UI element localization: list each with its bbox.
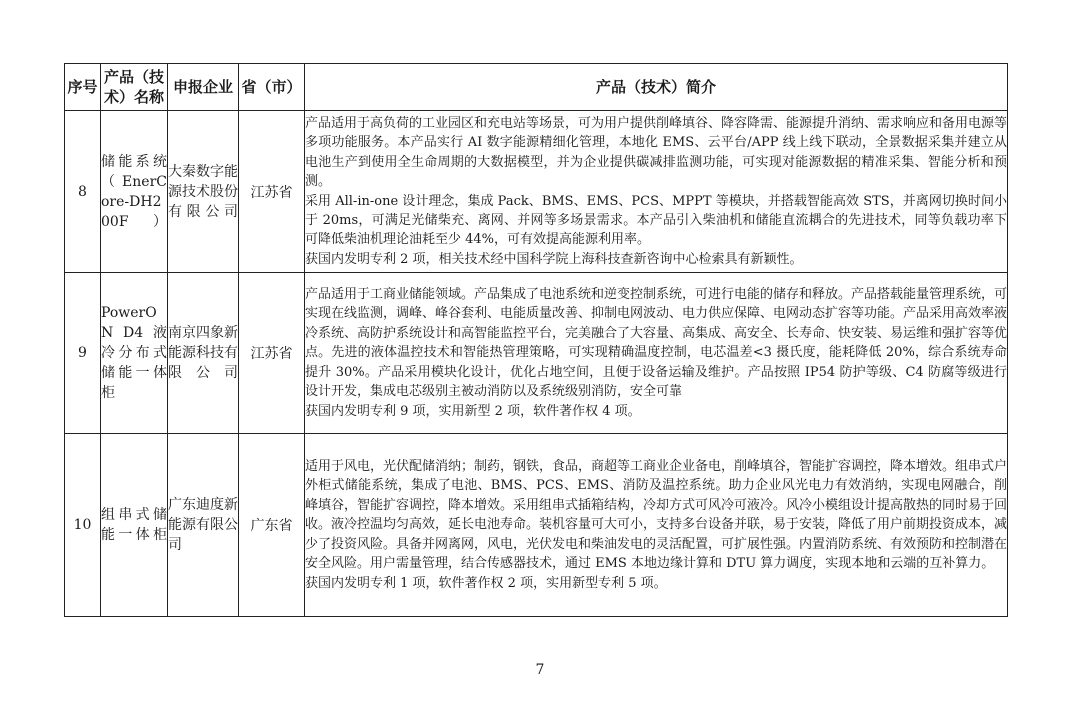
row-number: 8 (65, 111, 101, 273)
description-paragraph: 获国内发明专利 9 项，实用新型 2 项，软件著作权 4 项。 (305, 403, 641, 419)
table-row (65, 273, 1008, 434)
province: 江苏省 (239, 111, 305, 273)
company-name: 广东迪度新能源有限公司 (168, 434, 239, 617)
company-name: 大秦数字能源技术股份有限公司 (168, 111, 239, 273)
table-row (65, 434, 1008, 617)
table-header-row (65, 64, 1008, 111)
page-number: 7 (535, 662, 545, 678)
province: 广东省 (239, 434, 305, 617)
description-paragraph: 采用 All-in-one 设计理念，集成 Pack、BMS、EMS、PCS、MPPT 等模块，并搭载智能高效 STS，并离网切换时间小于 20ms，可满足光储柴充、离网、并网等多场景需求。本产品引入柴油机和储能直流耦合的先进技术，同等负载功率下可降低柴油机理论油耗至少 44%，可有效提高能源利用率。 (305, 193, 1007, 248)
product-description (305, 111, 1008, 273)
header-province: 省（市） (239, 64, 305, 111)
province: 江苏省 (239, 273, 305, 434)
description-paragraph: 产品适用于工商业储能领域。产品集成了电池系统和逆变控制系统，可进行电能的储存和释放。产品搭载能量管理系统，可实现在线监测，调峰、峰谷套利、电能质量改善、抑制电网波动、电力供应保障、电网动态扩容等功能。产品采用高效率液冷系统、高防护系统设计和高智能监控平台，完美融合了大容量、高集成、高安全、长寿命、快安装、易运维和强扩容等优点。先进的液体温控技术和智能热管理策略，可实现精确温度控制，电芯温差<3 摄氏度，能耗降低 20%，综合系统寿命提升 30%。产品采用模块化设计，优化占地空间，且便于设备运输及维护。产品按照 IP54 防护等级、C4 防腐等级进行设计开发，集成电芯级别主被动消防以及系统级别消防，安全可靠 (305, 287, 1008, 400)
description-paragraph: 获国内发明专利 1 项，软件著作权 2 项，实用新型专利 5 项。 (305, 575, 667, 591)
product-name: 组串式储能一体柜 (101, 434, 168, 617)
company-name: 南京四象新能源科技有限公司 (168, 273, 239, 434)
product-description (305, 434, 1008, 617)
product-description (305, 273, 1008, 434)
row-number: 9 (65, 273, 101, 434)
row-number: 10 (65, 434, 101, 617)
product-name: PowerON D4 液冷分布式储能一体柜 (101, 273, 168, 434)
header-description: 产品（技术）简介 (305, 64, 1008, 111)
description-paragraph: 产品适用于高负荷的工业园区和充电站等场景，可为用户提供削峰填谷、降容降需、能源提升消纳、需求响应和备用电源等多项功能服务。本产品实行 AI 数字能源精细化管理，本地化 EMS、云平台/APP 线上线下联动，全景数据采集并建立从电池生产到使用全生命周期的大数据模型，并为企业提供碳减排监测功能，可实现对能源数据的精准采集、智能分析和预测。 (305, 115, 1008, 190)
table-row (65, 111, 1008, 273)
header-no: 序号 (65, 64, 101, 111)
header-company: 申报企业 (168, 64, 239, 111)
product-table (64, 63, 1008, 617)
description-paragraph: 适用于风电，光伏配储消纳；制药，钢铁，食品，商超等工商业企业备电，削峰填谷，智能扩容调控，降本增效。组串式户外柜式储能系统，集成了电池、BMS、PCS、EMS、消防及温控系统。助力企业风光电力有效消纳，实现电网融合，削峰填谷，智能扩容调控，降本增效。采用组串式插箱结构，冷却方式可风冷可液冷。风冷小模组设计提高散热的同时易于回收。液冷控温均匀高效，延长电池寿命。装机容量可大可小，支持多台设备并联，易于安装，降低了用户前期投资成本，减少了投资风险。具备并网离网，风电，光伏发电和柴油发电的灵活配置，可扩展性强。内置消防系统、有效预防和控制潜在安全风险。用户需量管理，结合传感器技术，通过 EMS 本地边缘计算和 DTU 算力调度，实现本地和云端的互补算力。 (305, 459, 1008, 572)
product-name: 储能系统（EnerCore-DH200F） (101, 111, 168, 273)
header-product: 产品（技术）名称 (101, 64, 168, 111)
description-paragraph: 获国内发明专利 2 项，相关技术经中国科学院上海科技查新咨询中心检索具有新颖性。 (305, 251, 803, 267)
